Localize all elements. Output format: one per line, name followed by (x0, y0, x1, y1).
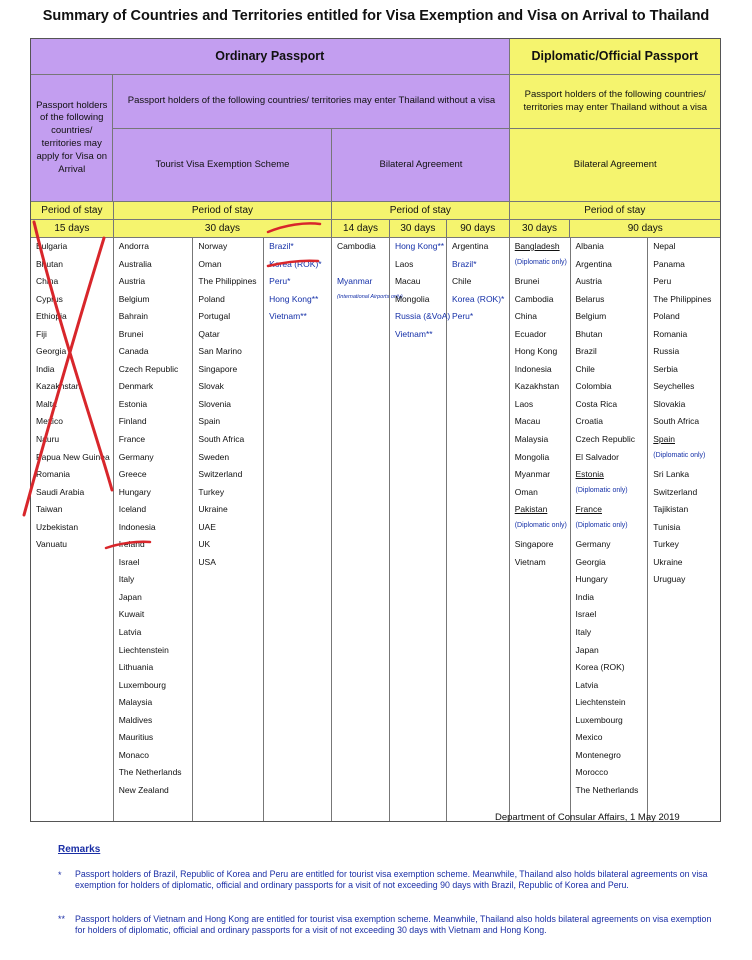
country-item: Brunei (118, 328, 144, 339)
country-item: Korea (ROK)* (269, 258, 322, 269)
country-item: Poland (653, 311, 680, 322)
country-item: Korea (ROK)* (451, 293, 505, 304)
country-item: Oman (198, 258, 222, 269)
country-item: France (118, 434, 146, 445)
country-item: Qatar (198, 328, 220, 339)
country-item: Romania (36, 469, 71, 480)
country-item: Czech Republic (575, 434, 636, 445)
country-item: USA (198, 556, 216, 567)
country-item: Argentina (575, 258, 612, 269)
country-item: Ukraine (198, 504, 228, 515)
country-item: Peru (653, 276, 672, 287)
bilateral-90-days: 90 days (447, 220, 510, 238)
diplomatic-description: Passport holders of the following countries/ territories may enter Thailand without a visa (510, 75, 720, 129)
country-item: Kazakhstan (514, 381, 560, 392)
page-title: Summary of Countries and Territories entitled for Visa Exemption and Visa on Arrival to Thailand (42, 8, 710, 24)
country-item: Slovakia (653, 398, 686, 409)
country-item: Peru* (451, 311, 474, 322)
country-item: China (36, 276, 59, 287)
country-item: Andorra (118, 241, 149, 251)
country-item: Fiji (36, 328, 47, 339)
voa-period-label: Period of stay (31, 202, 114, 220)
country-item: Albania (575, 241, 604, 251)
country-item: Estonia (118, 398, 148, 409)
country-item: Singapore (198, 363, 238, 374)
country-item: Switzerland (653, 486, 698, 497)
country-item: Cambodia (514, 293, 554, 304)
country-item: Vietnam** (394, 328, 433, 339)
country-item: Nepal (653, 241, 676, 251)
country-item: South Africa (198, 434, 245, 445)
country-item: Uzbekistan (36, 521, 79, 532)
country-item: Indonesia (514, 363, 552, 374)
dip-90-list-1 (571, 238, 649, 821)
country-item: Liechtenstein (118, 644, 169, 655)
country-item: The Philippines (198, 276, 257, 287)
tve-list-3 (264, 238, 332, 821)
country-item: Australia (118, 258, 152, 269)
country-item: Sweden (198, 451, 230, 462)
country-item: Mongolia (394, 293, 430, 304)
country-item: Uruguay (653, 574, 686, 585)
country-item: Mexico (575, 732, 603, 743)
country-item: Lithuania (118, 662, 154, 673)
country-item: India (575, 591, 594, 602)
country-item: Hong Kong** (269, 293, 319, 304)
country-item: Iceland (118, 504, 147, 515)
country-item: Argentina (451, 241, 489, 251)
diplomatic-bilateral-header: Bilateral Agreement (510, 129, 720, 202)
bilateral-period-label: Period of stay (332, 202, 509, 220)
remark-1: Passport holders of Brazil, Republic of Korea and Peru are entitled for tourist visa exemption scheme. Meanwhile, Thailand also holds bilateral agreements on visa exemption for holders of diplomatic, official and ordinary passports for a visit of not exceeding 90 days with Brazil, Republic of Korea and Peru. (75, 869, 708, 890)
country-item: Luxembourg (575, 714, 623, 725)
bilateral-header: Bilateral Agreement (332, 129, 510, 202)
country-item: Slovenia (198, 398, 232, 409)
country-item: Malaysia (514, 434, 549, 445)
country-item: Panama (653, 258, 685, 269)
country-item: Cyprus (36, 293, 63, 304)
country-item: Bahrain (118, 311, 149, 322)
country-item: Israel (575, 609, 597, 620)
country-item: (Diplomatic only) (653, 451, 706, 459)
dip-30-list (510, 238, 571, 821)
country-item: South Africa (653, 416, 700, 427)
country-item: Monaco (118, 749, 149, 760)
country-item: France (575, 504, 602, 515)
country-item: UAE (198, 521, 216, 532)
country-item: Canada (118, 346, 149, 357)
department-date: Department of Consular Affairs, 1 May 2019 (495, 812, 680, 823)
country-item: Morocco (575, 767, 609, 778)
country-item: Papua New Guinea (36, 451, 110, 462)
country-item (337, 259, 389, 277)
country-item: Bhutan (36, 258, 63, 269)
country-item: Brazil* (451, 258, 477, 269)
country-item: New Zealand (118, 784, 169, 795)
country-item: San Marino (198, 346, 242, 357)
country-item: Estonia (575, 469, 604, 480)
country-item: Korea (ROK) (575, 662, 625, 673)
tve-days: 30 days (114, 220, 332, 238)
country-item: Austria (575, 276, 602, 287)
country-item: Costa Rica (575, 398, 618, 409)
country-item: Bhutan (575, 328, 603, 339)
country-item: (Diplomatic only) (514, 521, 567, 529)
country-item: Denmark (118, 381, 154, 392)
country-item: Oman (514, 486, 538, 497)
country-item: Peru* (269, 276, 291, 287)
country-item: Montenegro (575, 749, 621, 760)
country-item: Austria (118, 276, 146, 287)
country-item: Serbia (653, 363, 678, 374)
country-item: Russia (653, 346, 680, 357)
country-item: Russia (&VoA) (394, 311, 451, 322)
country-item: Chile (575, 363, 595, 374)
country-item: Italy (575, 627, 592, 638)
country-item: Mauritius (118, 732, 154, 743)
country-item: Turkey (198, 486, 225, 497)
bilateral-30-list (390, 238, 451, 821)
country-item: Japan (575, 644, 599, 655)
country-item: Japan (118, 591, 142, 602)
country-item: Cambodia (336, 241, 376, 251)
bilateral-30-days: 30 days (390, 220, 447, 238)
country-item: Hong Kong (514, 346, 558, 357)
visa-table (30, 38, 721, 822)
country-item: Germany (575, 539, 611, 550)
country-item: Spain (198, 416, 221, 427)
country-item: Latvia (575, 679, 599, 690)
bilateral-14-list (332, 238, 403, 821)
country-item: Luxembourg (118, 679, 166, 690)
country-item: Hong Kong** (394, 241, 445, 251)
country-item: (Diplomatic only) (514, 258, 567, 266)
country-item: Malaysia (118, 697, 153, 708)
voa-description: Passport holders of the following countries/ territories may apply for Visa on Arrival (31, 75, 113, 202)
country-item: Tunisia (653, 521, 681, 532)
dip-90-list-2 (648, 238, 720, 821)
country-item: Macau (514, 416, 541, 427)
country-item: Ukraine (653, 556, 683, 567)
country-item: Latvia (118, 627, 142, 638)
country-item: Saudi Arabia (36, 486, 85, 497)
country-item: Taiwan (36, 504, 63, 515)
country-item: Ecuador (514, 328, 547, 339)
country-item: Israel (118, 556, 140, 567)
country-item: UK (198, 539, 211, 550)
remark-2: Passport holders of Vietnam and Hong Kong are entitled for tourist visa exemption scheme. Meanwhile, Thailand also holds bilateral agreements on visa exemption for holders of diplomatic, official and ordinary passports for a visit of not exceeding 30 days with Vietnam and Hong Kong. (75, 914, 712, 935)
country-item: Belgium (118, 293, 150, 304)
country-item: Kuwait (118, 609, 145, 620)
country-item: Mexico (36, 416, 63, 427)
diplomatic-passport-header: Diplomatic/Official Passport (510, 39, 720, 75)
country-item: Switzerland (198, 469, 243, 480)
country-item: Slovak (198, 381, 224, 392)
country-item: (Diplomatic only) (575, 521, 628, 529)
country-item: The Philippines (653, 293, 712, 304)
country-item: Vanuatu (36, 539, 68, 550)
country-item: Kazakhstan (36, 381, 81, 392)
dip-90-days: 90 days (570, 220, 720, 238)
country-item: Vietnam** (269, 311, 307, 322)
country-item: Liechtenstein (575, 697, 626, 708)
country-item: Malta (36, 398, 57, 409)
country-item: Sri Lanka (653, 469, 690, 480)
country-item: Laos (394, 258, 414, 269)
country-item: Brazil* (269, 241, 294, 251)
country-item: (Diplomatic only) (575, 486, 628, 494)
dip-30-days: 30 days (510, 220, 571, 238)
country-item: Vietnam (514, 556, 546, 567)
country-item: Germany (118, 451, 154, 462)
bilateral-90-list (447, 238, 510, 821)
country-item: Hungary (575, 574, 608, 585)
country-item: Indonesia (118, 521, 156, 532)
country-item: Chile (451, 276, 472, 287)
country-item: Brazil (575, 346, 597, 357)
tve-list-2 (193, 238, 264, 821)
country-item: Croatia (575, 416, 603, 427)
country-item: Belgium (575, 311, 607, 322)
tve-period-label: Period of stay (114, 202, 332, 220)
country-item: Georgia (575, 556, 606, 567)
country-item: Georgia (36, 346, 67, 357)
country-item: India (36, 363, 55, 374)
country-item: Finland (118, 416, 147, 427)
bilateral-14-days: 14 days (332, 220, 390, 238)
voa-list (31, 238, 114, 821)
country-item: Bangladesh (514, 241, 560, 251)
country-item: Ireland (118, 539, 145, 550)
country-item: Myanmar (514, 469, 551, 480)
country-item: Hungary (118, 486, 151, 497)
country-item: Romania (653, 328, 688, 339)
country-item: Myanmar (336, 276, 373, 287)
country-item: Brunei (514, 276, 540, 287)
country-item: China (514, 311, 537, 322)
country-item: Belarus (575, 293, 605, 304)
country-item: Portugal (198, 311, 231, 322)
country-item: Ethiopia (36, 311, 67, 322)
country-item: Mongolia (514, 451, 550, 462)
remark-2-bullet: ** (58, 914, 66, 924)
country-item: Laos (514, 398, 534, 409)
country-item: Pakistan (514, 504, 548, 515)
country-item: Colombia (575, 381, 612, 392)
ordinary-passport-header: Ordinary Passport (31, 39, 510, 75)
country-item: Seychelles (653, 381, 695, 392)
country-item: The Netherlands (118, 767, 182, 778)
voa-days: 15 days (31, 220, 114, 238)
country-item: Poland (198, 293, 225, 304)
remarks-title: Remarks (58, 844, 101, 855)
country-item: Bulgaria (36, 241, 68, 251)
tve-list-1 (114, 238, 194, 821)
country-item: The Netherlands (575, 784, 639, 795)
country-item: Turkey (653, 539, 679, 550)
country-item: Nauru (36, 434, 60, 445)
country-item: Singapore (514, 539, 554, 550)
country-item: Norway (198, 241, 228, 251)
country-item: Greece (118, 469, 147, 480)
remark-1-bullet: * (58, 870, 62, 880)
airport-note: (International Airports only) (336, 293, 403, 300)
tourist-scheme-header: Tourist Visa Exemption Scheme (113, 129, 332, 202)
country-item: El Salvador (575, 451, 619, 462)
country-item: Spain (653, 434, 675, 445)
country-item: Macau (394, 276, 421, 287)
dip-period-label: Period of stay (510, 202, 720, 220)
ordinary-description: Passport holders of the following countries/ territories may enter Thailand without a visa (113, 75, 510, 129)
country-item: Czech Republic (118, 363, 179, 374)
country-item: Tajikistan (653, 504, 689, 515)
country-item: Maldives (118, 714, 153, 725)
country-item: Italy (118, 574, 135, 585)
